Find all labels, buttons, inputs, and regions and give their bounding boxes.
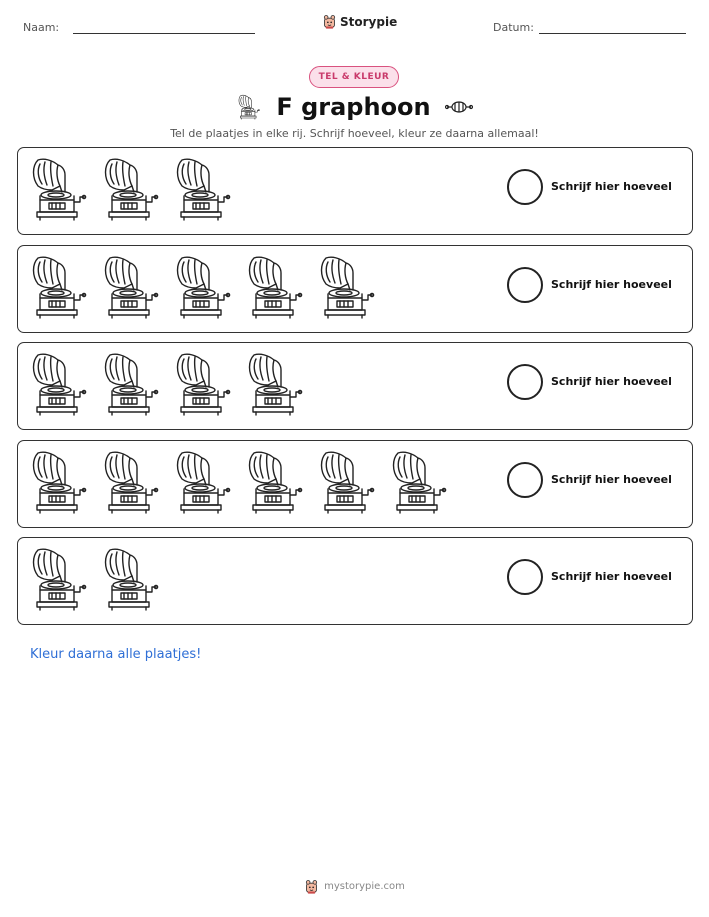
row-icons <box>30 254 376 324</box>
storypie-mascot-icon <box>322 14 337 29</box>
storypie-mascot-icon <box>304 879 319 894</box>
answer-label: Schrijf hier hoeveel <box>551 570 672 583</box>
gramophone-icon[interactable] <box>174 156 232 222</box>
answer-circle[interactable] <box>507 559 543 595</box>
counting-row <box>17 245 693 333</box>
answer-label: Schrijf hier hoeveel <box>551 473 672 486</box>
gramophone-icon[interactable] <box>102 254 160 320</box>
name-line[interactable] <box>73 33 255 34</box>
logo-text: Storypie <box>340 14 398 29</box>
name-label: Naam: <box>23 21 60 34</box>
gramophone-icon[interactable] <box>174 254 232 320</box>
title-row <box>0 92 709 122</box>
answer-label: Schrijf hier hoeveel <box>551 180 672 193</box>
row-icons <box>30 351 304 421</box>
page-header <box>0 14 709 44</box>
counting-row <box>17 147 693 235</box>
footer-url: mystorypie.com <box>324 881 405 892</box>
instructions: Tel de plaatjes in elke rij. Schrijf hoeveel, kleur ze daarna allemaal! <box>170 127 539 140</box>
gramophone-icon[interactable] <box>30 351 88 417</box>
logo <box>322 14 397 29</box>
gramophone-cylinder-icon <box>445 97 473 117</box>
row-icons <box>30 156 232 226</box>
answer-circle[interactable] <box>507 364 543 400</box>
counting-row <box>17 537 693 625</box>
gramophone-icon[interactable] <box>174 449 232 515</box>
gramophone-icon[interactable] <box>30 546 88 612</box>
gramophone-icon[interactable] <box>30 449 88 515</box>
gramophone-icon[interactable] <box>246 351 304 417</box>
gramophone-small-icon <box>236 94 262 120</box>
gramophone-icon[interactable] <box>102 156 160 222</box>
answer-circle[interactable] <box>507 462 543 498</box>
gramophone-icon[interactable] <box>102 546 160 612</box>
counting-row <box>17 342 693 430</box>
bottom-instruction: Kleur daarna alle plaatjes! <box>30 647 202 662</box>
page-title: F graphoon <box>276 93 431 121</box>
footer <box>0 879 709 894</box>
answer-circle[interactable] <box>507 267 543 303</box>
gramophone-icon[interactable] <box>390 449 448 515</box>
row-icons <box>30 546 160 616</box>
gramophone-icon[interactable] <box>30 156 88 222</box>
row-icons <box>30 449 448 519</box>
date-line[interactable] <box>539 33 686 34</box>
date-label: Datum: <box>493 21 534 34</box>
answer-label: Schrijf hier hoeveel <box>551 278 672 291</box>
counting-row <box>17 440 693 528</box>
gramophone-icon[interactable] <box>102 351 160 417</box>
activity-badge: TEL & KLEUR <box>309 66 399 88</box>
gramophone-icon[interactable] <box>246 449 304 515</box>
gramophone-icon[interactable] <box>30 254 88 320</box>
answer-label: Schrijf hier hoeveel <box>551 375 672 388</box>
gramophone-icon[interactable] <box>102 449 160 515</box>
gramophone-icon[interactable] <box>318 449 376 515</box>
answer-circle[interactable] <box>507 169 543 205</box>
gramophone-icon[interactable] <box>246 254 304 320</box>
gramophone-icon[interactable] <box>318 254 376 320</box>
gramophone-icon[interactable] <box>174 351 232 417</box>
